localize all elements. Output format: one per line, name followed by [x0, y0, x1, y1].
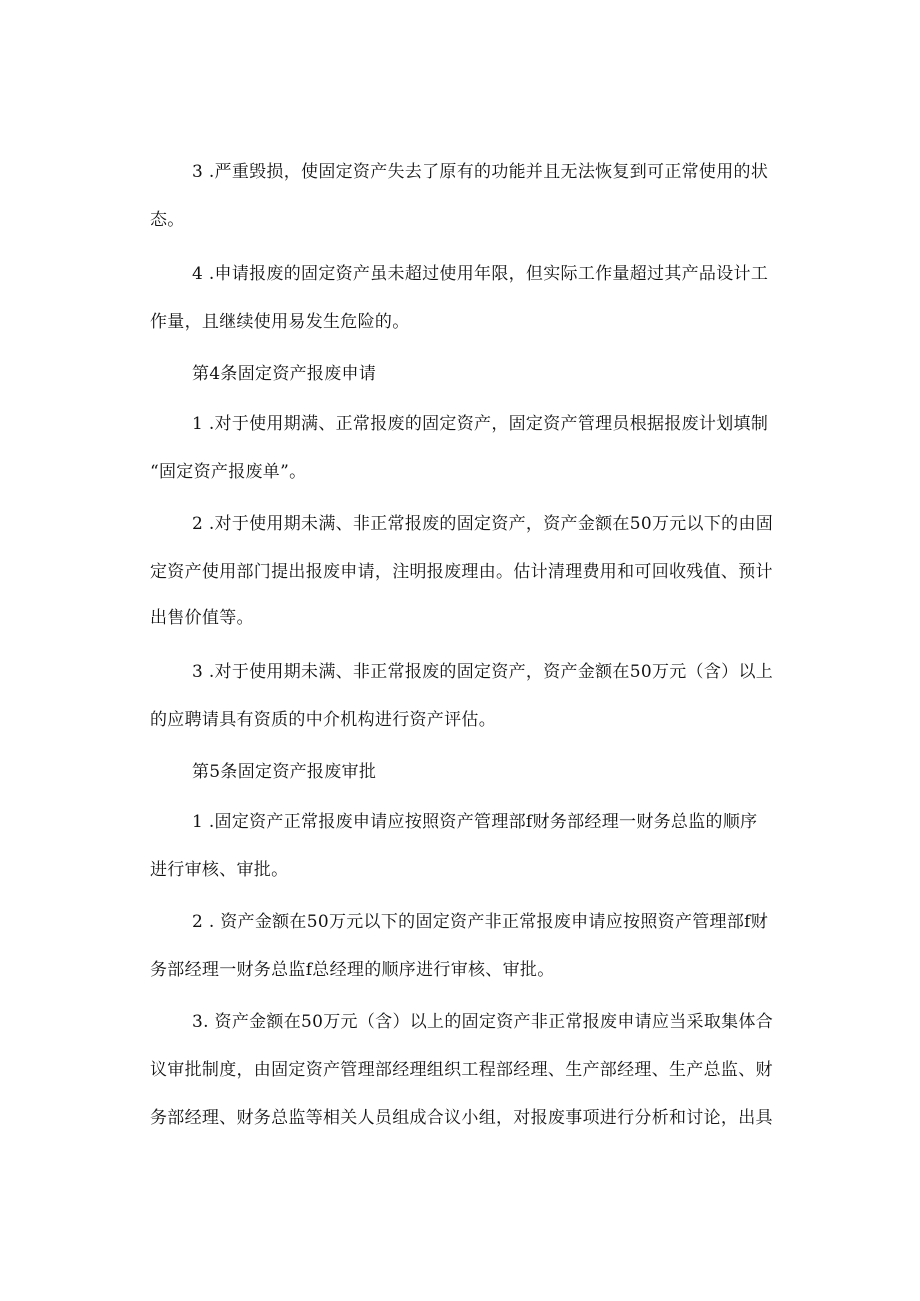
- article-4-item-2-line-3: 出售价值等。: [150, 608, 254, 628]
- article-4-item-1-line-1: 1 .对于使用期满、正常报废的固定资产，固定资产管理员根据报废计划填制: [192, 414, 769, 434]
- article-5-item-1-line-2: 进行审核、审批。: [150, 860, 289, 880]
- paragraph-item-4-line-1: 4 .申请报废的固定资产虽未超过使用年限，但实际工作量超过其产品设计工: [192, 264, 769, 284]
- article-5-item-3-line-3: 务部经理、财务总监等相关人员组成合议小组，对报废事项进行分析和讨论，出具: [150, 1108, 773, 1128]
- article-4-item-2-line-2: 定资产使用部门提出报废申请，注明报废理由。估计清理费用和可回收残值、预计: [150, 562, 773, 582]
- article-5-item-2-line-1: 2 . 资产金额在50万元以下的固定资产非正常报废申请应按照资产管理部f财: [192, 912, 769, 932]
- article-5-item-3-line-1: 3. 资产金额在50万元（含）以上的固定资产非正常报废申请应当采取集体合: [192, 1012, 774, 1032]
- paragraph-item-3-line-2: 态。: [150, 210, 185, 230]
- article-5-item-3-line-2: 议审批制度，由固定资产管理部经理组织工程部经理、生产部经理、生产总监、财: [150, 1060, 773, 1080]
- paragraph-item-3-line-1: 3 .严重毁损，使固定资产失去了原有的功能并且无法恢复到可正常使用的状: [192, 162, 769, 182]
- article-4-heading: 第4条固定资产报废申请: [192, 364, 377, 384]
- paragraph-item-4-line-2: 作量，且继续使用易发生危险的。: [150, 312, 410, 332]
- article-5-heading: 第5条固定资产报废审批: [192, 762, 377, 782]
- article-4-item-1-line-2: “固定资产报废单”。: [150, 462, 307, 482]
- article-5-item-2-line-2: 务部经理一财务总监f总经理的顺序进行审核、审批。: [150, 960, 555, 980]
- article-5-item-1-line-1: 1 .固定资产正常报废申请应按照资产管理部f财务部经理一财务总监的顺序: [192, 812, 758, 832]
- article-4-item-3-line-2: 的应聘请具有资质的中介机构进行资产评估。: [150, 710, 496, 730]
- article-4-item-2-line-1: 2 .对于使用期未满、非正常报废的固定资产，资产金额在50万元以下的由固: [192, 514, 774, 534]
- article-4-item-3-line-1: 3 .对于使用期未满、非正常报废的固定资产，资产金额在50万元（含）以上: [192, 662, 774, 682]
